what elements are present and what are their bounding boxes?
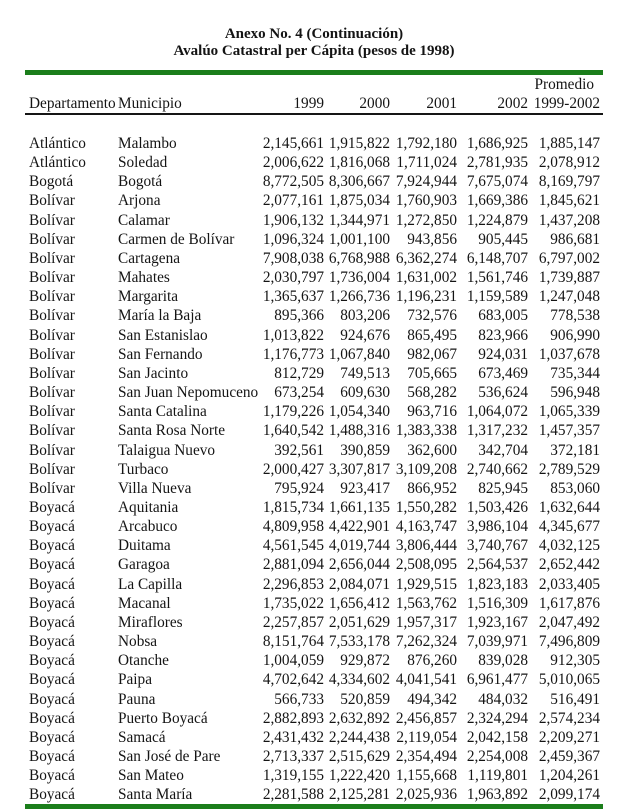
cell-departamento: Bolívar (29, 307, 75, 325)
cell-y2002: 1,686,925 (466, 135, 528, 152)
cell-departamento: Bolívar (29, 403, 75, 421)
cell-departamento: Bolívar (29, 364, 75, 382)
cell-y2002: 1,823,183 (466, 575, 528, 593)
cell-municipio: Arcabuco (118, 518, 178, 536)
cell-y2000: 1,344,971 (328, 211, 390, 229)
cell-y2002: 673,469 (478, 364, 528, 382)
cell-y1999: 1,906,132 (262, 211, 324, 229)
cell-y2001: 1,550,282 (395, 498, 457, 516)
cell-municipio: Garagoa (118, 556, 170, 574)
cell-municipio: María la Baja (118, 307, 202, 325)
cell-y1999: 2,882,893 (262, 709, 324, 727)
cell-y2001: 494,342 (407, 690, 457, 708)
cell-y2002: 484,032 (478, 690, 528, 708)
cell-y2001: 362,600 (407, 441, 457, 459)
cell-y2000: 390,859 (340, 441, 390, 459)
header-row (25, 94, 603, 113)
cell-municipio: Santa Catalina (118, 403, 207, 421)
cell-y2000: 8,306,667 (328, 173, 390, 191)
cell-y2002: 1,064,072 (466, 403, 528, 421)
table-row (25, 575, 603, 594)
table-row (25, 747, 603, 766)
cell-y1999: 1,640,542 (262, 422, 324, 440)
cell-municipio: Calamar (118, 211, 170, 229)
cell-y1999: 1,319,155 (262, 767, 324, 785)
column-header-promedio-range: 1999-2002 (533, 95, 600, 112)
table-row (25, 383, 603, 402)
table-row (25, 613, 603, 632)
cell-promedio: 372,181 (550, 441, 600, 459)
table-row (25, 230, 603, 249)
cell-y2002: 7,039,971 (466, 633, 528, 651)
cell-y2002: 1,669,386 (466, 192, 528, 210)
cell-y2000: 4,019,744 (328, 537, 390, 555)
cell-y2000: 924,676 (340, 326, 390, 344)
cell-promedio: 1,247,048 (538, 288, 600, 306)
cell-y1999: 1,735,022 (262, 594, 324, 612)
data-table (25, 70, 603, 809)
cell-y2002: 1,317,232 (466, 422, 528, 440)
cell-y2002: 2,254,008 (466, 748, 528, 765)
table-row (25, 460, 603, 479)
table-row (25, 536, 603, 555)
table-row (25, 172, 603, 191)
cell-y2000: 1,736,004 (328, 269, 390, 287)
cell-promedio: 4,032,125 (538, 537, 600, 555)
cell-y2002: 2,042,158 (466, 728, 528, 746)
cell-departamento: Bolívar (29, 441, 75, 459)
cell-promedio: 2,209,271 (538, 728, 600, 746)
cell-promedio: 2,459,367 (538, 748, 600, 765)
cell-y2002: 823,966 (478, 326, 528, 344)
cell-departamento: Bolívar (29, 249, 75, 267)
cell-y1999: 8,772,505 (262, 173, 324, 191)
cell-y2000: 2,244,438 (328, 728, 390, 746)
cell-y1999: 895,366 (274, 307, 324, 325)
cell-municipio: Margarita (118, 288, 179, 306)
cell-municipio: San Mateo (118, 767, 184, 785)
cell-municipio: Arjona (118, 192, 161, 210)
column-header-promedio: Promedio (534, 76, 594, 93)
cell-y1999: 1,179,226 (262, 403, 324, 421)
table-row (25, 651, 603, 670)
table-row (25, 670, 603, 689)
cell-departamento: Boyacá (29, 671, 75, 689)
cell-y2002: 2,564,537 (466, 556, 528, 574)
cell-departamento: Bogotá (29, 173, 74, 191)
cell-y2001: 1,631,002 (395, 269, 457, 287)
cell-y1999: 812,729 (274, 364, 324, 382)
table-row (25, 306, 603, 325)
cell-promedio: 2,047,492 (538, 613, 600, 631)
cell-y1999: 392,561 (274, 441, 324, 459)
cell-y2001: 7,262,324 (395, 633, 457, 651)
cell-y2001: 943,856 (407, 230, 457, 248)
cell-departamento: Boyacá (29, 633, 75, 651)
table-row (25, 191, 603, 210)
cell-y2000: 2,125,281 (328, 786, 390, 804)
cell-departamento: Bolívar (29, 326, 75, 344)
cell-y2000: 7,533,178 (328, 633, 390, 651)
cell-y2001: 6,362,274 (395, 249, 457, 267)
cell-y1999: 2,257,857 (262, 613, 324, 631)
cell-y1999: 4,561,545 (262, 537, 324, 555)
cell-municipio: La Capilla (118, 575, 183, 593)
cell-y1999: 2,296,853 (262, 575, 324, 593)
cell-y1999: 2,713,337 (262, 748, 324, 765)
cell-departamento: Boyacá (29, 690, 75, 708)
cell-y1999: 4,809,958 (262, 518, 324, 536)
cell-y2001: 3,109,208 (395, 460, 457, 478)
cell-y2001: 865,495 (407, 326, 457, 344)
cell-y1999: 673,254 (274, 384, 324, 402)
cell-departamento: Bolívar (29, 230, 75, 248)
cell-y2001: 982,067 (407, 345, 457, 363)
cell-promedio: 735,344 (550, 364, 600, 382)
cell-promedio: 6,797,002 (538, 249, 600, 267)
cell-y2002: 905,445 (478, 230, 528, 248)
cell-y2002: 683,005 (478, 307, 528, 325)
cell-y2002: 1,561,746 (466, 269, 528, 287)
cell-y2000: 6,768,988 (328, 249, 390, 267)
cell-municipio: San José de Pare (118, 748, 221, 765)
cell-departamento: Atlántico (29, 135, 86, 152)
table-row (25, 345, 603, 364)
table-row (25, 517, 603, 536)
column-header-2000: 2000 (359, 95, 390, 112)
cell-departamento: Boyacá (29, 498, 75, 516)
cell-promedio: 2,033,405 (538, 575, 600, 593)
cell-promedio: 1,065,339 (538, 403, 600, 421)
cell-y1999: 1,365,637 (262, 288, 324, 306)
cell-departamento: Boyacá (29, 575, 75, 593)
cell-promedio: 912,305 (550, 652, 600, 670)
table-row (25, 421, 603, 440)
cell-promedio: 1,739,887 (538, 269, 600, 287)
cell-y2001: 2,456,857 (395, 709, 457, 727)
page-title: Anexo No. 4 (Continuación) (224, 26, 404, 42)
cell-municipio: Puerto Boyacá (118, 709, 208, 727)
cell-y2002: 1,119,801 (467, 767, 528, 785)
cell-promedio: 853,060 (550, 479, 600, 497)
cell-y1999: 2,030,797 (262, 269, 324, 287)
page-subtitle: Avalúo Catastral per Cápita (pesos de 1998) (173, 42, 455, 59)
table-row (25, 728, 603, 747)
cell-y2001: 2,508,095 (395, 556, 457, 574)
cell-y2001: 866,952 (407, 479, 457, 497)
table-row (25, 211, 603, 230)
table-row (25, 766, 603, 785)
cell-municipio: San Estanislao (118, 326, 208, 344)
cell-municipio: Mahates (118, 269, 170, 287)
cell-y2000: 1,816,068 (328, 154, 390, 172)
cell-municipio: Samacá (118, 728, 166, 746)
cell-promedio: 2,789,529 (538, 460, 600, 478)
cell-municipio: Pauna (118, 690, 156, 708)
cell-municipio: Malambo (118, 135, 177, 152)
table-row (25, 326, 603, 345)
cell-y2000: 609,630 (340, 384, 390, 402)
table-row (25, 402, 603, 421)
cell-y2000: 4,422,901 (328, 518, 390, 536)
cell-y2001: 876,260 (407, 652, 457, 670)
cell-departamento: Bolívar (29, 288, 75, 306)
cell-y1999: 2,431,432 (262, 728, 324, 746)
cell-municipio: Bogotá (118, 173, 163, 191)
table-row (25, 785, 603, 804)
cell-y2002: 1,963,892 (466, 786, 528, 804)
cell-y2000: 1,222,420 (328, 767, 390, 785)
cell-y2001: 2,119,054 (396, 728, 457, 746)
cell-y2000: 929,872 (340, 652, 390, 670)
cell-y2002: 839,028 (478, 652, 528, 670)
cell-departamento: Bolívar (29, 269, 75, 287)
column-header-municipio: Municipio (118, 95, 182, 112)
cell-y2000: 1,488,316 (328, 422, 390, 440)
cell-promedio: 4,345,677 (538, 518, 600, 536)
cell-y2000: 1,875,034 (328, 192, 390, 210)
column-header-2001: 2001 (426, 95, 457, 112)
table-row (25, 632, 603, 651)
cell-y2000: 803,206 (340, 307, 390, 325)
cell-y1999: 2,006,622 (262, 154, 324, 172)
cell-municipio: Carmen de Bolívar (118, 230, 235, 248)
cell-departamento: Bolívar (29, 211, 75, 229)
table-row (25, 153, 603, 172)
cell-y1999: 4,702,642 (262, 671, 324, 689)
table-row (25, 498, 603, 517)
cell-departamento: Boyacá (29, 518, 75, 536)
cell-departamento: Boyacá (29, 728, 75, 746)
table-row (25, 479, 603, 498)
cell-municipio: Aquitania (118, 498, 179, 516)
cell-y1999: 1,013,822 (262, 326, 324, 344)
table-bottom-rule (25, 804, 603, 809)
cell-y2002: 6,961,477 (466, 671, 528, 689)
cell-municipio: Paipa (118, 671, 152, 689)
cell-y2002: 3,986,104 (466, 518, 528, 536)
table-row (25, 287, 603, 306)
cell-departamento: Bolívar (29, 192, 75, 210)
cell-departamento: Boyacá (29, 709, 75, 727)
cell-promedio: 2,099,174 (538, 786, 600, 804)
cell-municipio: Turbaco (118, 460, 169, 478)
cell-promedio: 1,037,678 (538, 345, 600, 363)
cell-y2001: 705,665 (407, 364, 457, 382)
cell-promedio: 1,885,147 (538, 135, 600, 152)
cell-y2000: 2,656,044 (328, 556, 390, 574)
cell-municipio: Otanche (118, 652, 169, 670)
cell-y1999: 2,281,588 (262, 786, 324, 804)
cell-promedio: 1,204,261 (538, 767, 600, 785)
cell-y2001: 1,929,515 (395, 575, 457, 593)
cell-y2000: 1,656,412 (328, 594, 390, 612)
cell-y2002: 3,740,767 (466, 537, 528, 555)
cell-y2001: 1,272,850 (395, 211, 457, 229)
cell-y2001: 1,383,338 (395, 422, 457, 440)
cell-promedio: 778,538 (550, 307, 600, 325)
cell-y2000: 749,513 (340, 364, 390, 382)
table-row (25, 555, 603, 574)
cell-y2001: 4,041,541 (395, 671, 457, 689)
cell-departamento: Boyacá (29, 537, 75, 555)
cell-promedio: 2,652,442 (538, 556, 600, 574)
cell-y2001: 1,196,231 (395, 288, 457, 306)
cell-departamento: Boyacá (29, 748, 75, 765)
cell-promedio: 2,078,912 (538, 154, 600, 172)
cell-departamento: Bolívar (29, 479, 75, 497)
cell-departamento: Atlántico (29, 154, 86, 172)
cell-y2002: 1,923,167 (466, 613, 528, 631)
cell-y2000: 1,661,135 (328, 498, 390, 516)
cell-municipio: Miraflores (118, 613, 183, 631)
cell-y1999: 1,815,734 (262, 498, 324, 516)
cell-y1999: 1,004,059 (262, 652, 324, 670)
cell-municipio: Nobsa (118, 633, 158, 651)
cell-y2000: 2,632,892 (328, 709, 390, 727)
cell-departamento: Bolívar (29, 422, 75, 440)
cell-y2002: 2,781,935 (466, 154, 528, 172)
cell-y2000: 520,859 (340, 690, 390, 708)
cell-y2000: 2,051,629 (328, 613, 390, 631)
cell-y2001: 1,155,668 (395, 767, 457, 785)
title-block (0, 26, 628, 59)
cell-y1999: 7,908,038 (262, 249, 324, 267)
cell-departamento: Bolívar (29, 384, 75, 402)
cell-y2000: 923,417 (340, 479, 390, 497)
cell-y2002: 1,503,426 (466, 498, 528, 516)
table-row (25, 364, 603, 383)
cell-y2001: 1,792,180 (395, 135, 457, 152)
cell-promedio: 1,457,357 (538, 422, 600, 440)
cell-departamento: Boyacá (29, 613, 75, 631)
table-row (25, 268, 603, 287)
table-row (25, 249, 603, 268)
cell-y2001: 963,716 (407, 403, 457, 421)
cell-y2002: 536,624 (478, 384, 528, 402)
cell-departamento: Boyacá (29, 556, 75, 574)
cell-y2001: 4,163,747 (395, 518, 457, 536)
cell-municipio: San Jacinto (118, 364, 189, 382)
table-row (25, 134, 603, 153)
table-row (25, 594, 603, 613)
cell-y2000: 3,307,817 (328, 460, 390, 478)
cell-y2001: 568,282 (407, 384, 457, 402)
cell-promedio: 2,574,234 (538, 709, 600, 727)
cell-y2000: 4,334,602 (328, 671, 390, 689)
cell-y2002: 1,159,589 (466, 288, 528, 306)
column-header-departamento: Departamento (29, 95, 116, 112)
cell-municipio: Cartagena (118, 249, 181, 267)
cell-departamento: Boyacá (29, 652, 75, 670)
cell-promedio: 8,169,797 (538, 173, 600, 191)
cell-municipio: San Fernando (118, 345, 203, 363)
cell-promedio: 1,437,208 (538, 211, 600, 229)
cell-departamento: Bolívar (29, 460, 75, 478)
cell-promedio: 1,632,644 (538, 498, 600, 516)
cell-promedio: 1,845,621 (538, 192, 600, 210)
cell-y2000: 2,515,629 (328, 748, 390, 765)
cell-y2002: 825,945 (478, 479, 528, 497)
header-row-promedio (25, 75, 603, 94)
cell-y2001: 732,576 (407, 307, 457, 325)
cell-y2000: 1,266,736 (328, 288, 390, 306)
cell-promedio: 516,491 (550, 690, 600, 708)
cell-y2001: 3,806,444 (395, 537, 457, 555)
cell-y2002: 2,324,294 (466, 709, 528, 727)
cell-y2000: 1,915,822 (328, 135, 390, 152)
cell-departamento: Boyacá (29, 786, 75, 804)
cell-y2000: 1,001,100 (328, 230, 390, 248)
cell-y2002: 924,031 (478, 345, 528, 363)
cell-y1999: 2,077,161 (262, 192, 324, 210)
cell-promedio: 1,617,876 (538, 594, 600, 612)
cell-y2000: 1,054,340 (328, 403, 390, 421)
cell-y1999: 1,096,324 (262, 230, 324, 248)
cell-municipio: Duitama (118, 537, 171, 555)
cell-y1999: 2,145,661 (262, 135, 324, 152)
cell-municipio: Soledad (118, 154, 168, 172)
table-row (25, 709, 603, 728)
cell-y2001: 1,711,024 (396, 154, 457, 172)
cell-departamento: Bolívar (29, 345, 75, 363)
table-body (25, 115, 603, 804)
cell-y2002: 7,675,074 (466, 173, 528, 191)
cell-y2002: 2,740,662 (466, 460, 528, 478)
cell-municipio: Macanal (118, 594, 171, 612)
column-header-1999: 1999 (293, 95, 324, 112)
cell-departamento: Boyacá (29, 767, 75, 785)
cell-promedio: 596,948 (550, 384, 600, 402)
cell-y1999: 2,000,427 (262, 460, 324, 478)
cell-y2001: 7,924,944 (395, 173, 457, 191)
cell-municipio: Santa María (118, 786, 193, 804)
cell-y1999: 795,924 (274, 479, 324, 497)
column-header-2002: 2002 (497, 95, 528, 112)
cell-y2002: 6,148,707 (466, 249, 528, 267)
cell-y2001: 2,025,936 (395, 786, 457, 804)
cell-municipio: Villa Nueva (118, 479, 192, 497)
table-row (25, 441, 603, 460)
cell-y2000: 2,084,071 (328, 575, 390, 593)
cell-promedio: 906,990 (550, 326, 600, 344)
cell-municipio: San Juan Nepomuceno (118, 384, 259, 402)
cell-y1999: 8,151,764 (262, 633, 324, 651)
table-row (25, 690, 603, 709)
cell-y1999: 566,733 (274, 690, 324, 708)
cell-y2001: 2,354,494 (395, 748, 457, 765)
cell-y2002: 1,224,879 (466, 211, 528, 229)
cell-y2001: 1,760,903 (395, 192, 457, 210)
cell-promedio: 5,010,065 (538, 671, 600, 689)
cell-y2000: 1,067,840 (328, 345, 390, 363)
cell-y2001: 1,563,762 (395, 594, 457, 612)
cell-y1999: 2,881,094 (262, 556, 324, 574)
cell-y2002: 1,516,309 (466, 594, 528, 612)
cell-y1999: 1,176,773 (262, 345, 324, 363)
cell-promedio: 986,681 (550, 230, 600, 248)
cell-y2002: 342,704 (478, 441, 528, 459)
cell-y2001: 1,957,317 (395, 613, 457, 631)
cell-municipio: Santa Rosa Norte (118, 422, 226, 440)
cell-municipio: Talaigua Nuevo (118, 441, 216, 459)
cell-departamento: Boyacá (29, 594, 75, 612)
cell-promedio: 7,496,809 (538, 633, 600, 651)
